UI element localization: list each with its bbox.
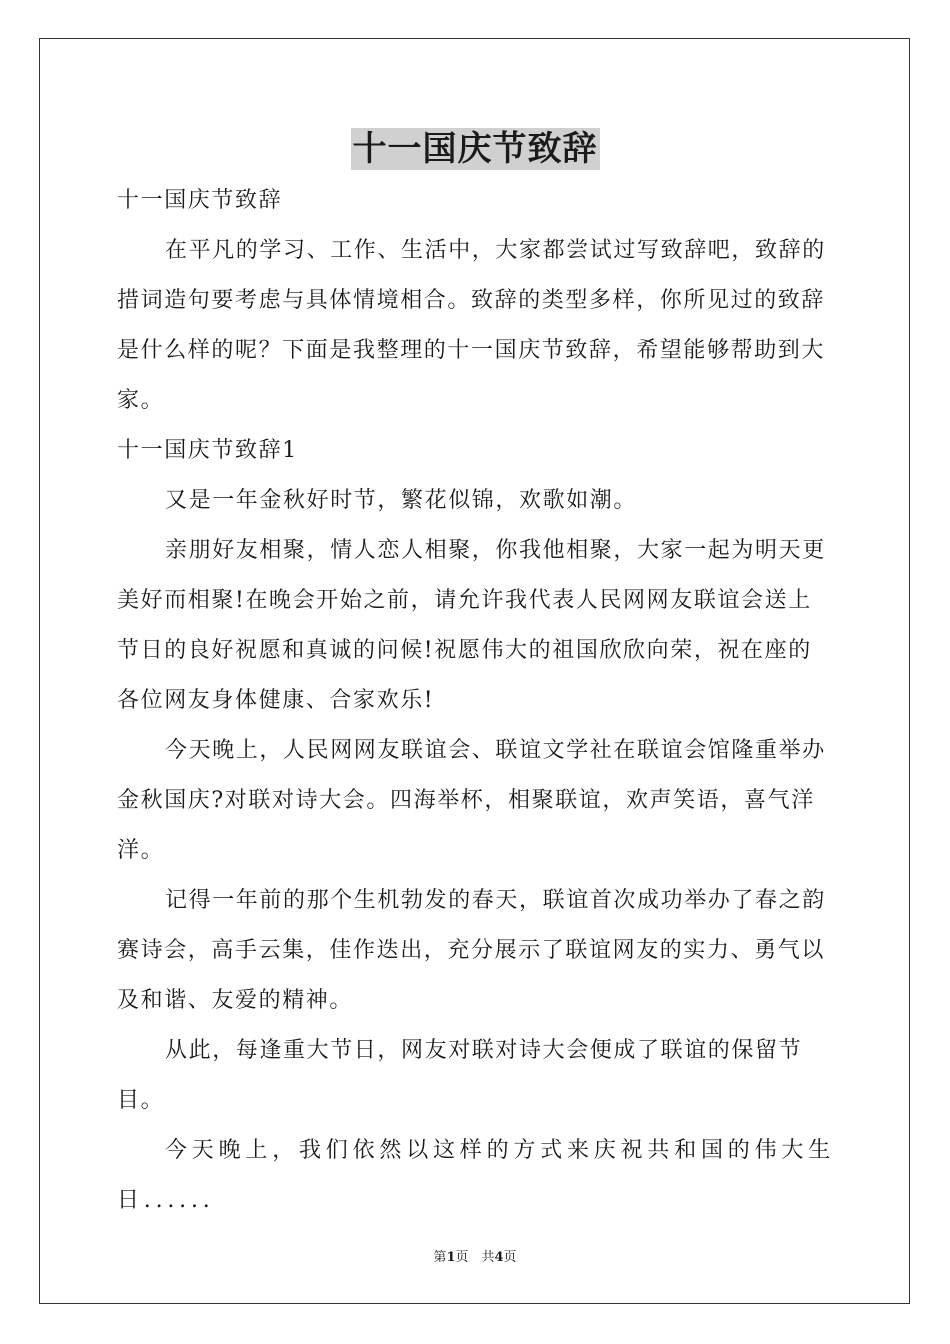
document-body xyxy=(117,176,835,1226)
footer-mid: 页 共 xyxy=(455,1250,495,1265)
footer-current-page: 1 xyxy=(446,1250,456,1265)
paragraph-closing: 今天晚上，我们依然以这样的方式来庆祝共和国的伟大生日...... xyxy=(117,1138,836,1213)
paragraph-tonight: 今天晚上，人民网网友联谊会、联谊文学社在联谊会馆隆重举办金秋国庆?对联对诗大会。四海举杯，相聚联谊，欢声笑语，喜气洋洋。 xyxy=(117,738,826,863)
paragraph-gathering: 亲朋好友相聚，情人恋人相聚，你我他相聚，大家一起为明天更美好而相聚!在晚会开始之前，请允许我代表人民网网友联谊会送上节日的良好祝愿和真诚的问候!祝愿伟大的祖国欣欣向荣，祝在座的各位网友身体健康、合家欢乐! xyxy=(117,538,826,713)
paragraph-autumn: 又是一年金秋好时节，繁花似锦，欢歌如潮。 xyxy=(165,488,638,513)
document-title: 十一国庆节致辞 xyxy=(352,129,598,169)
paragraph-tradition: 从此，每逢重大节日，网友对联对诗大会便成了联谊的保留节目。 xyxy=(117,1038,803,1113)
footer-total-pages: 4 xyxy=(494,1250,504,1265)
title-container xyxy=(0,128,950,170)
paragraph-subheading: 十一国庆节致辞1 xyxy=(117,438,298,463)
footer-prefix: 第 xyxy=(433,1250,447,1265)
paragraph-spring: 记得一年前的那个生机勃发的春天，联谊首次成功举办了春之韵赛诗会，高手云集，佳作迭出，充分展示了联谊网友的实力、勇气以及和谐、友爱的精神。 xyxy=(117,888,826,1013)
page-footer xyxy=(0,1246,950,1265)
paragraph-heading: 十一国庆节致辞 xyxy=(117,188,283,213)
footer-suffix: 页 xyxy=(503,1250,517,1265)
paragraph-intro: 在平凡的学习、工作、生活中，大家都尝试过写致辞吧，致辞的措词造句要考虑与具体情境相合。致辞的类型多样，你所见过的致辞是什么样的呢？下面是我整理的十一国庆节致辞，希望能够帮助到大家。 xyxy=(117,238,826,413)
